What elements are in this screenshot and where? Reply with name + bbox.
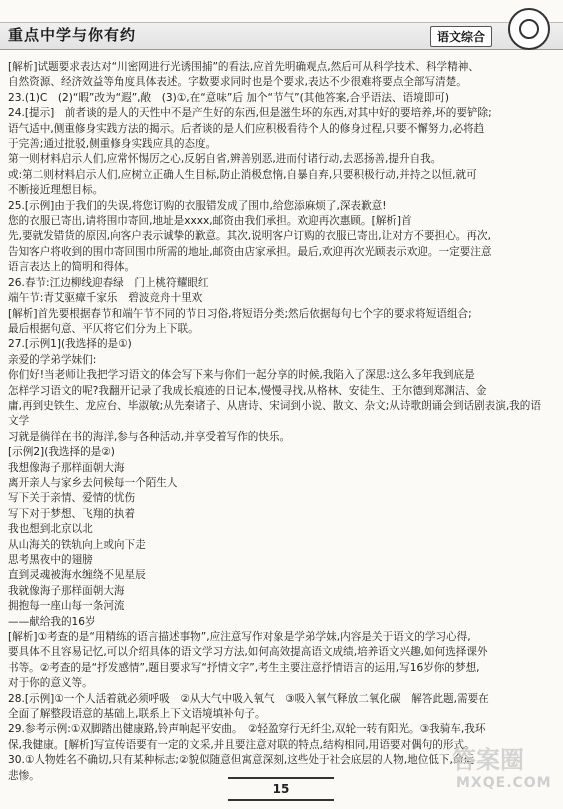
text-line: 拥抱每一座山每一条河流 (8, 600, 125, 613)
text-line: [示例2](我选择的是②) (8, 446, 115, 459)
text-line: 28.[示例]①一个人活着就必须呼吸 ②从大气中吸入氧气 ③吸入氧气释放二氧化碳 解答此题,需要在 (8, 692, 489, 705)
text-line: 端午节:青艾驱瘴千家乐 碧波竞舟十里欢 (8, 292, 203, 305)
text-line: 思考黑夜中的翅膀 (8, 554, 93, 566)
text-line: 对于你的意义等。 (8, 677, 93, 690)
text-line: 23.(1)C (2)“暇”改为“遐”,敞 (3)①,在“意味”后 加个“节气”(其他答案,合乎语法、语境即可) (8, 91, 450, 104)
text-line: 习就是徜徉在书的海洋,参与各种活动,并享受着写作的快乐。 (8, 430, 291, 443)
text-line: 怎样学习语文的呢?我翻开记录了我成长痕迹的日记本,慢慢寻找,从格林、安徒生、王尔德到郑渊洁、金 (8, 384, 487, 397)
text-line: 亲爱的学弟学妹们: (8, 353, 97, 366)
text-line: 直到灵魂被海水缠绕不见星辰 (8, 569, 146, 582)
header-subject-label: 语文综合 (430, 26, 492, 47)
text-line: [解析]试题要求表达对“川密网进行光诱围捕”的看法,应首先明确观点,然后可从科学技术、科学精神、 (8, 61, 479, 73)
text-line: 第一则材料启示人们,应常怀惕厉之心,反躬自省,辨善别恶,进而付诸行动,去恶扬善,提升自我。 (8, 153, 442, 166)
text-line: [解析]①考查的是“用精练的语言描述事物”,应注意写作对象是学弟学妹,内容是关于语文的学习心得, (8, 631, 471, 644)
text-line: 告知客户将收到的围巾寄回围巾所需的地址,邮资由店家承担。最后,欢迎再次光顾表示欢迎。一定要注意 (8, 245, 492, 258)
text-line: 书等。②考查的是“抒发感情”,题目要求写“抒情文字”,考生主要注意抒情语言的运用,写16岁你的梦想, (8, 661, 480, 674)
text-line: 语气适中,侧重修身实践方法的揭示。后者谈的是人们应积极看待个人的修身过程,只要不懈努力,必将趋 (8, 122, 485, 135)
text-line: 26.春节:江边柳线迎春绿 门上桃符耀眼红 (8, 276, 209, 289)
text-line: 保,我健康。[解析]写宣传语要有一定的文采,并且要注意对联的特点,结构相同,用语要对偶句的形式。 (8, 738, 475, 751)
text-line: 我也想到北京以北 (8, 523, 93, 536)
watermark-logo: 答案圈 (452, 746, 524, 774)
text-line: 29.参考示例:①双脚踏出健康路,铃声响起平安曲。 ②轻盈穿行无纤尘,双轮一转有阳光。③我骑车,我环 (8, 723, 486, 736)
text-line: 不断接近理想目标。 (8, 184, 104, 197)
page-number: 15 (228, 777, 334, 801)
text-line: 我就像海子那样面朝大海 (8, 584, 125, 597)
school-emblem-icon (508, 8, 550, 50)
text-line: 25.[示例]由于我们的失误,将您订购的衣服错发成了围巾,给您添麻烦了,深表歉意! (8, 199, 387, 212)
text-line: 庸,再到史铁生、龙应台、毕淑敏;从先秦诸子、从唐诗、宋词到小说、散文、杂文;从诗歌朗诵会到话剧表演,我的语文学 (8, 399, 541, 428)
text-line: 全面了解整段语意的基础上,联系上下文语境填补句子。 (8, 708, 266, 721)
text-line: 语言表达上的简明和得体。 (8, 261, 136, 274)
answer-text-body (8, 60, 548, 784)
text-line: 写下对于梦想、飞翔的执着 (8, 507, 136, 520)
page-header (0, 0, 563, 52)
header-brand: 重点中学与你有约 (8, 26, 137, 44)
text-line: 从山海关的铁轨向上或向下走 (8, 538, 146, 551)
text-line: 你们好!当老师让我把学习语文的体会写下来与你们一起分享的时候,我陷入了深思:这么多年我到底是 (8, 369, 475, 382)
text-line: 您的衣服已寄出,请将围巾寄回,地址是xxxx,邮资由我们承担。欢迎再次惠顾。[解析]首 (8, 215, 412, 228)
text-line: ——献给我的16岁 (8, 615, 96, 628)
text-line: 我想像海子那样面朝大海 (8, 461, 125, 474)
text-line: 自然资源、经济效益等角度具体表述。字数要求同时也是个要求,表达不少很难将要点全部写清楚。 (8, 76, 467, 89)
text-line: 于完善;通过批驳,侧重修身实践应具的态度。 (8, 138, 217, 151)
text-line: 写下关于亲情、爱情的忧伤 (8, 492, 136, 505)
text-line: 30.①人物姓名不确切,只有某种标志;②貌似随意但寓意深刻,这些处于社会底层的人物,地位低下,命运 (8, 754, 475, 767)
text-line: 27.[示例1](我选择的是①) (8, 338, 132, 351)
text-line: 要具体不且容易记忆,可以介绍具体的语文学习方法,如何高效提高语文成绩,培养语文兴趣,如何选择课外 (8, 646, 488, 659)
text-line: [解析]首先要根据春节和端午节不同的节日习俗,将短语分类;然后依据每句七个字的要求将短语组合; (8, 307, 472, 320)
text-line: 最后根据句意、平仄将它们分为上下联。 (8, 322, 199, 335)
text-line: 或:第二则材料启示人们,应树立正确人生目标,防止消极怠惰,自暴自弃,只要积极行动,并持之以恒,就可 (8, 168, 477, 181)
watermark-url: MXQE.COM (456, 775, 552, 791)
text-line: 先,要就发错货的原因,向客户表示诚挚的歉意。其次,说明客户订购的衣服已寄出,让对方不要担心。再次, (8, 230, 491, 243)
text-line: 24.[提示] 前者谈的是人的天性中不是产生好的东西,但是滋生坏的东西,对其中好的要培养,坏的要铲除; (8, 107, 492, 120)
text-line: 离开亲人与家乡去问候每一个陌生人 (8, 476, 178, 489)
text-line: 悲惨。 (8, 769, 40, 782)
